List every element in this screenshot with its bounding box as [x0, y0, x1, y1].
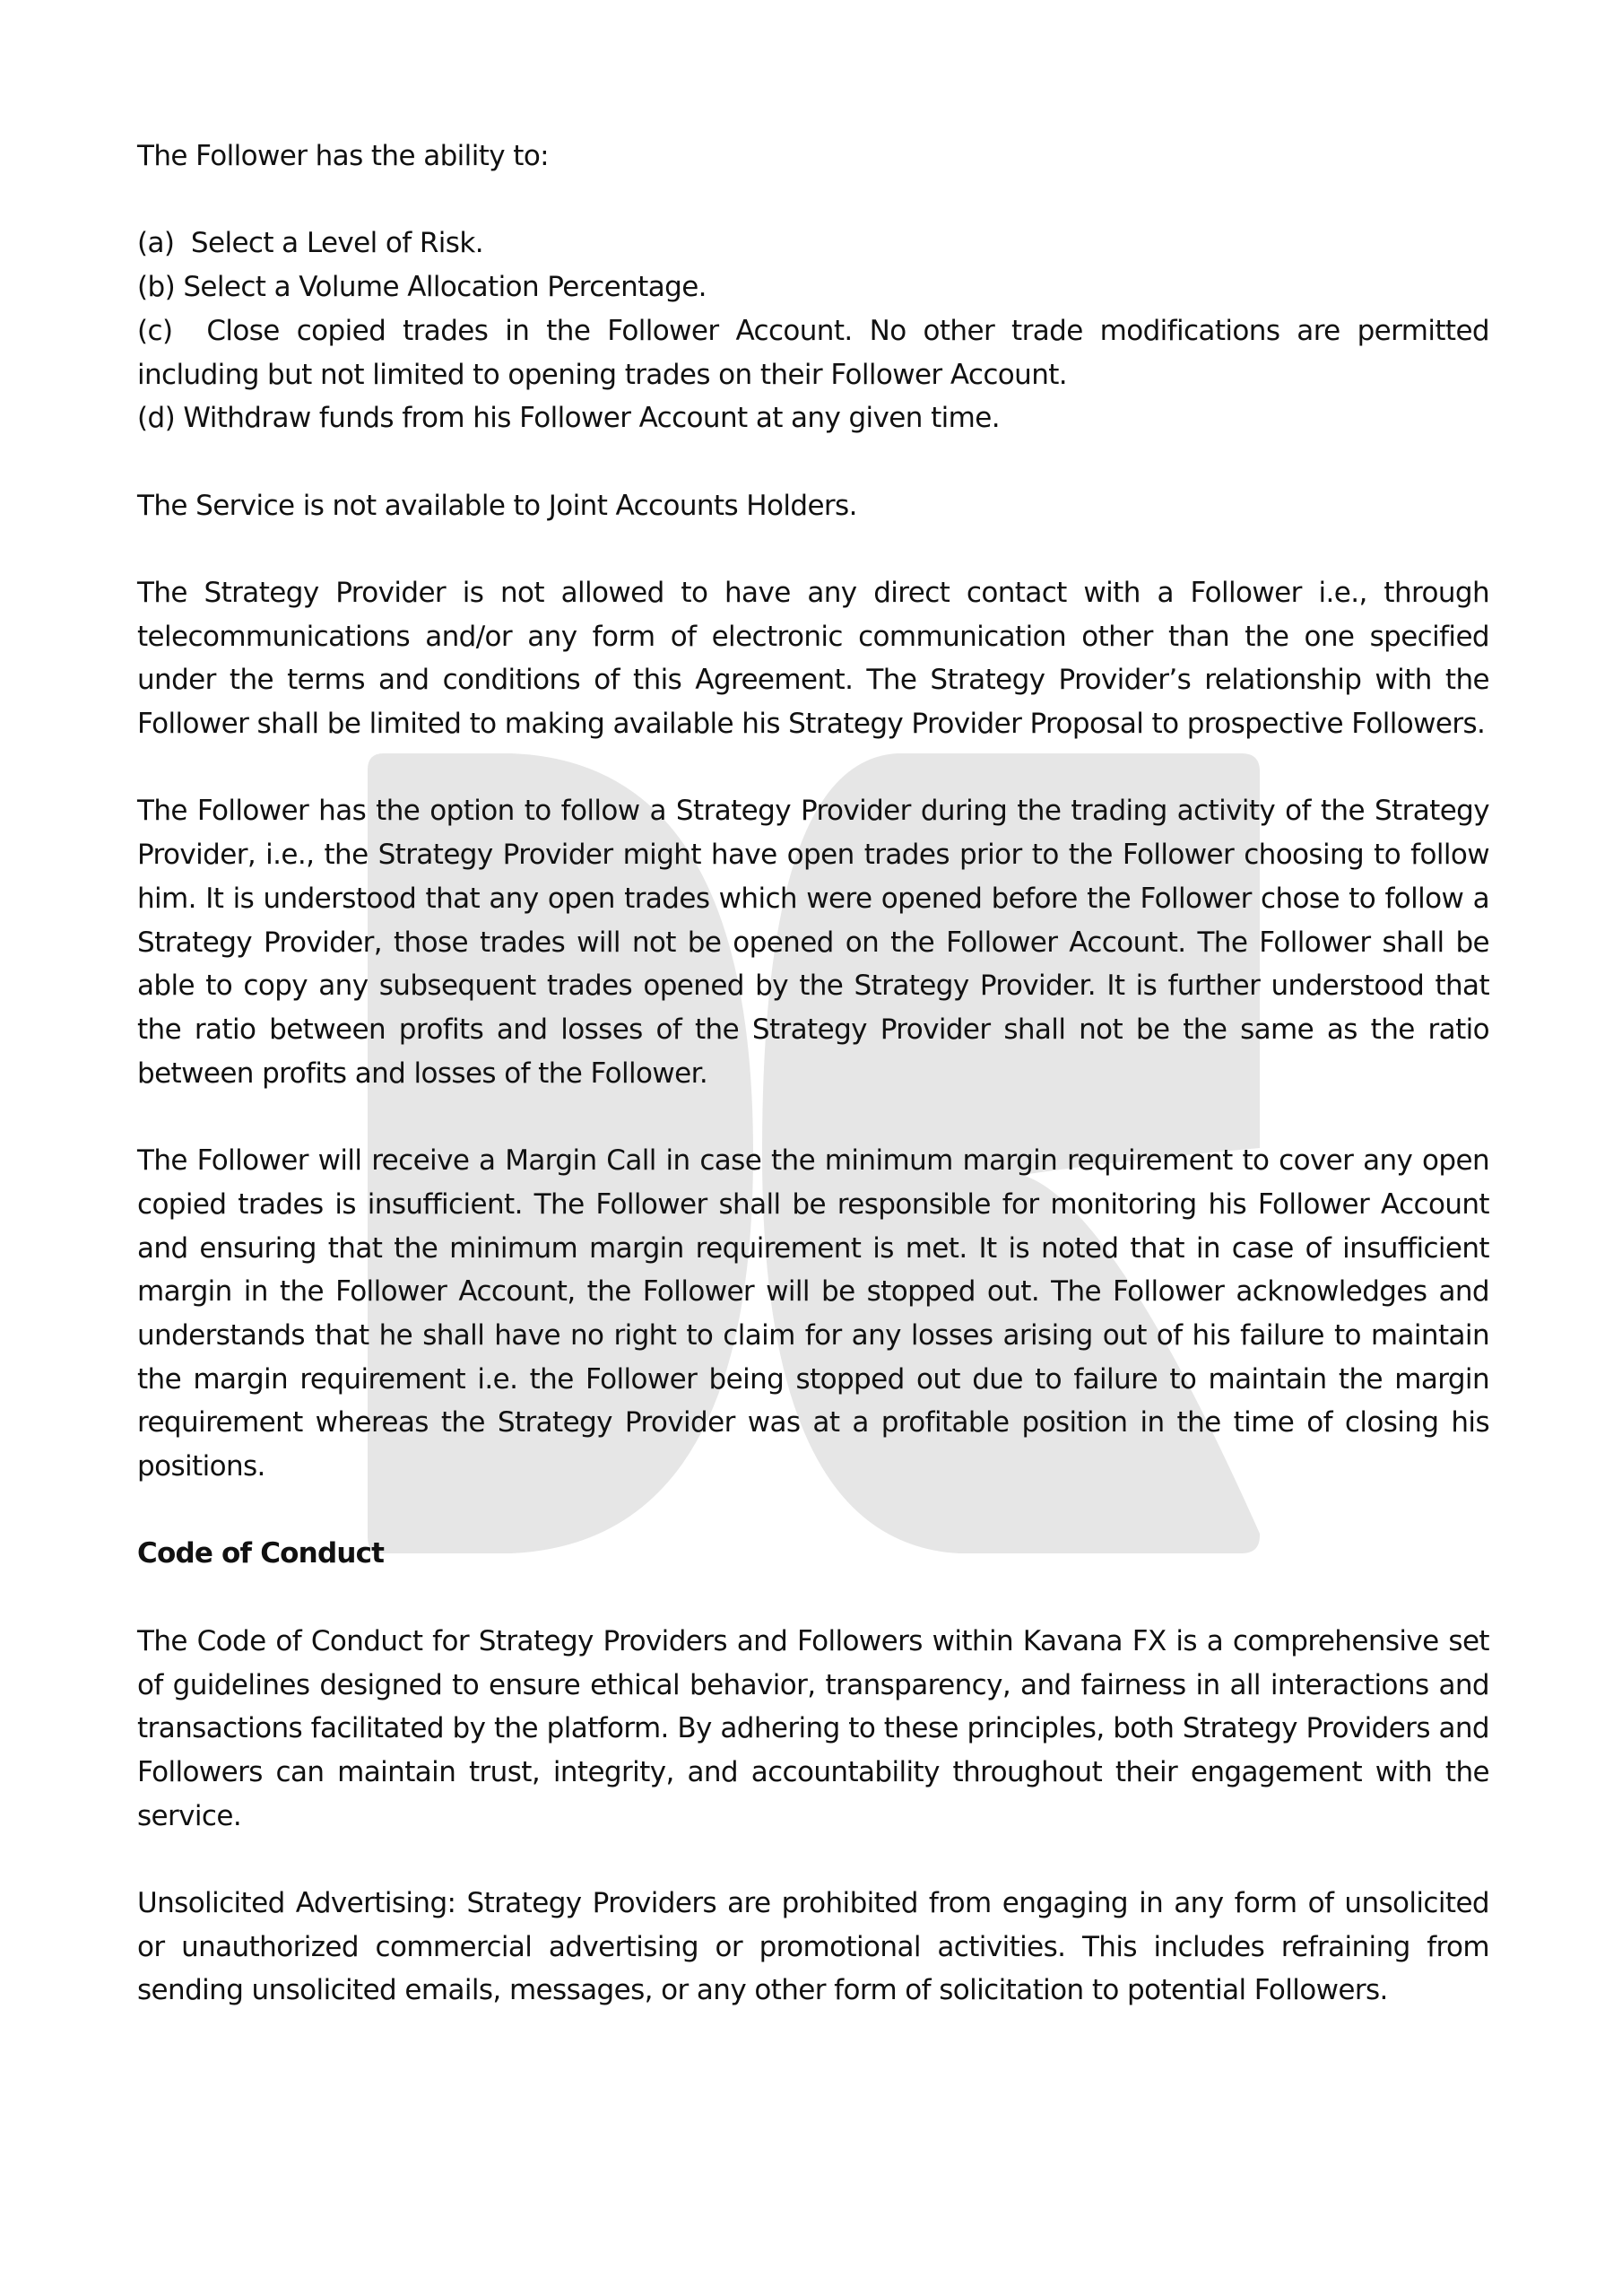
ability-item-d: (d) Withdraw funds from his Follower Account at any given time.: [137, 402, 1000, 435]
ability-item-a: (a) Select a Level of Risk.: [137, 227, 483, 260]
paragraph-code-of-conduct-intro: The Code of Conduct for Strategy Providers and Followers within Kavana FX is a comprehensive set of guidelines designed to ensure ethical behavior, transparency, and fairness in all interactions and transactions facilitated by the platform. By adhering to these principles, both Strategy Providers and Followers can maintain trust, integrity, and accountability throughout their engagement with the service.: [137, 1624, 1489, 1832]
paragraph-follow-option: The Follower has the option to follow a Strategy Provider during the trading activity of the Strategy Provider, i.e., the Strategy Provider might have open trades prior to the Follower choosing to follow him. It is understood that any open trades which were opened before the Follower chose to follow a Strategy Provider, those trades will not be opened on the Follower Account. The Follower shall be able to copy any subsequent trades opened by the Strategy Provider. It is further understood that the ratio between profits and losses of the Strategy Provider shall not be the same as the ratio between profits and losses of the Follower.: [137, 795, 1489, 1090]
paragraph-joint-accounts: The Service is not available to Joint Accounts Holders.: [137, 489, 857, 522]
ability-item-b: (b) Select a Volume Allocation Percentage.: [137, 271, 707, 304]
section-heading-code-of-conduct: Code of Conduct: [137, 1537, 385, 1570]
paragraph-direct-contact: The Strategy Provider is not allowed to have any direct contact with a Follower i.e., through telecommunications and/or any form of electronic communication other than the one specified under the terms and conditions of this Agreement. The Strategy Provider’s relationship with the Follower shall be limited to making available his Strategy Provider Proposal to prospective Followers.: [137, 576, 1489, 741]
paragraph-margin-call: The Follower will receive a Margin Call in case the minimum margin requirement to cover any open copied trades is insufficient. The Follower shall be responsible for monitoring his Follower Account and ensuring that the minimum margin requirement is met. It is noted that in case of insufficient margin in the Follower Account, the Follower will be stopped out. The Follower acknowledges and understands that he shall have no right to claim for any losses arising out of his failure to maintain the margin requirement i.e. the Follower being stopped out due to failure to maintain the margin requirement whereas the Strategy Provider was at a profitable position in the time of closing his positions.: [137, 1144, 1489, 1483]
document-body: [137, 135, 1489, 2057]
abilities-intro: The Follower has the ability to:: [137, 140, 550, 172]
paragraph-unsolicited-advertising: Unsolicited Advertising: Strategy Providers are prohibited from engaging in any form of unsolicited or unauthorized commercial advertising or promotional activities. This includes refraining from sending unsolicited emails, messages, or any other form of solicitation to potential Followers.: [137, 1887, 1489, 2007]
ability-item-c: (c) Close copied trades in the Follower Account. No other trade modifications are permitted including but not limited to opening trades on their Follower Account.: [137, 314, 1489, 391]
